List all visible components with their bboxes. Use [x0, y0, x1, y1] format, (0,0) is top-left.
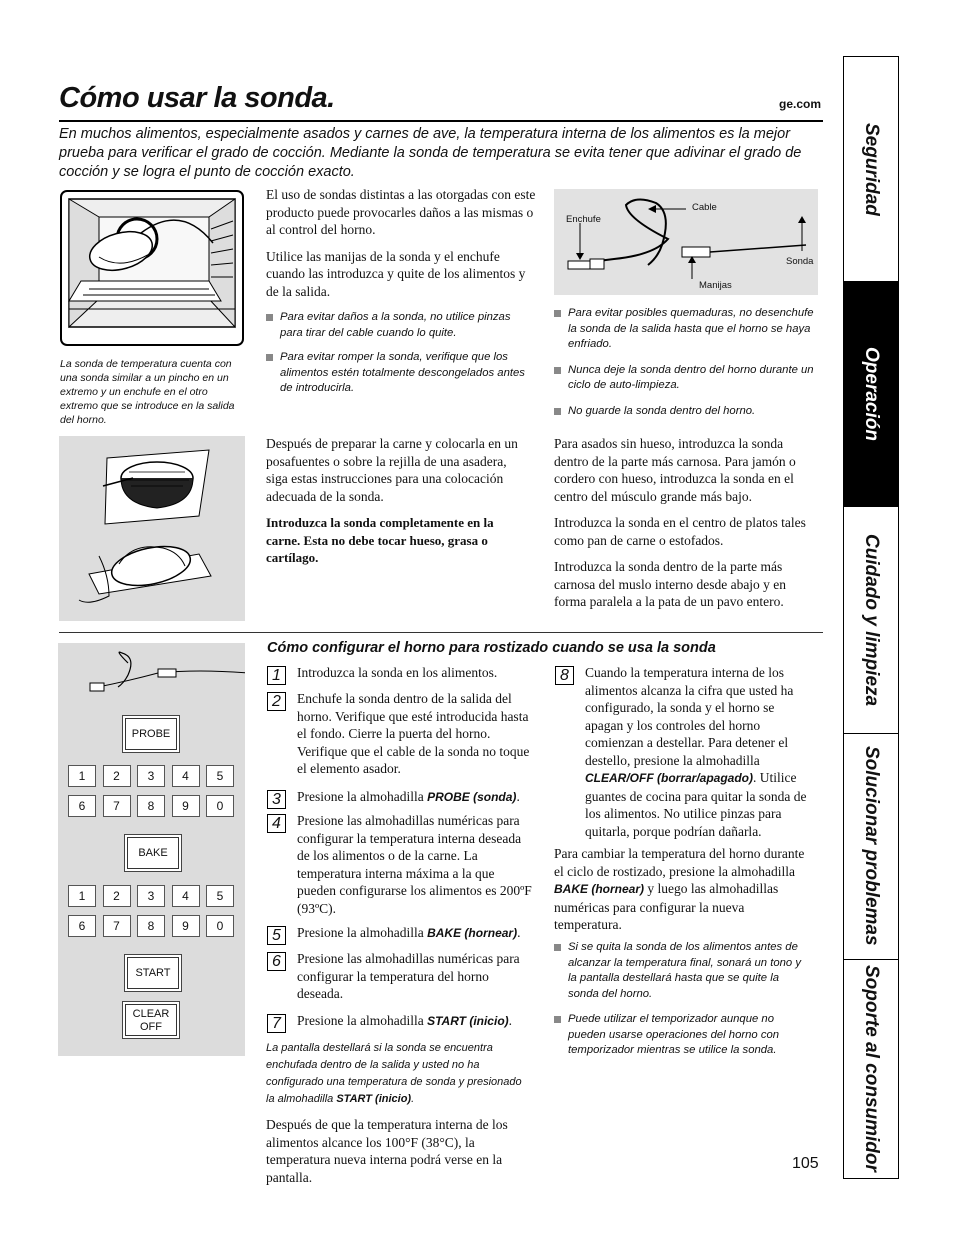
- probe-sketch: [58, 643, 245, 703]
- probe-diagram: [554, 189, 818, 295]
- label-handles: Manijas: [699, 280, 732, 291]
- number-key[interactable]: 6: [68, 915, 96, 937]
- step-number: 5: [267, 926, 286, 945]
- step-text: Presione la almohadilla START (inicio).: [297, 1013, 513, 1028]
- blink-note: La pantalla destellará si la sonda se encuentra enchufada dentro de la salida y usted no ha configurado una temperatura de sonda y presionado la almohadilla START (inicio).: [266, 1042, 522, 1105]
- step-number: 8: [555, 666, 574, 685]
- note-self-clean: Nunca deje la sonda dentro del horno durante un ciclo de auto-limpieza.: [554, 363, 816, 394]
- clear-off-key[interactable]: [125, 1004, 177, 1036]
- bake-key[interactable]: BAKE: [127, 837, 179, 869]
- note-tongs: Para evitar daños a la sonda, no utilice pinzas para tirar del cable cuando lo quite.: [266, 310, 536, 341]
- start-key[interactable]: START: [127, 957, 179, 989]
- number-key[interactable]: 5: [206, 765, 234, 787]
- step-number: 1: [267, 666, 286, 685]
- number-key[interactable]: 9: [172, 915, 200, 937]
- number-key[interactable]: 4: [172, 765, 200, 787]
- number-key[interactable]: 7: [103, 915, 131, 937]
- step-number: 2: [267, 692, 286, 711]
- number-key[interactable]: 1: [68, 765, 96, 787]
- number-key[interactable]: 6: [68, 795, 96, 817]
- step-number: 7: [267, 1014, 286, 1033]
- note-remove-early: Si se quita la sonda de los alimentos antes de alcanzar la temperatura final, sonará un tono y la pantalla destellará hasta que se quite la sonda del horno.: [554, 940, 812, 1002]
- note-storage: No guarde la sonda dentro del horno.: [554, 404, 816, 420]
- number-key[interactable]: 7: [103, 795, 131, 817]
- number-key[interactable]: 9: [172, 795, 200, 817]
- number-key[interactable]: 3: [137, 765, 165, 787]
- step-text: Presione la almohadilla PROBE (sonda).: [297, 789, 520, 804]
- number-key[interactable]: 4: [172, 885, 200, 907]
- step-text: Cuando la temperatura interna de los alimentos alcanza la cifra que usted ha configurado, la sonda y el horno se apagan y los controles del horno comienzan a destellar. Para detener el destello, presione la almohadilla CLEAR/OFF (borrar/apagado). Utilice guantes de cocina para quitar la sonda de los alimentos. No utilice pinzas para quitarla, porque podrían dañarla.: [585, 665, 807, 839]
- casseroles-paragraph: Introduzca la sonda en el centro de platos tales como pan de carne o estofados.: [554, 515, 806, 548]
- note-burns: Para evitar posibles quemaduras, no desenchufe la sonda de la salida hasta que el horno se haya enfriado.: [554, 306, 816, 353]
- tab-solucionar-problemas[interactable]: Solucionar problemas: [861, 746, 882, 946]
- step-number: 3: [267, 790, 286, 809]
- off-label: OFF: [140, 1021, 162, 1033]
- probe-warning-paragraph: El uso de sondas distintas a las otorgadas con este producto puede provocarles daños a las mismas o al control del horno.: [266, 187, 536, 237]
- tab-cuidado-limpieza[interactable]: Cuidado y limpieza: [861, 533, 882, 707]
- tab-operacion[interactable]: Operación: [844, 281, 898, 507]
- step-text: Presione las almohadillas numéricas para configurar la temperatura interna deseada de los alimentos o de la carne. La temperatura interna máxima a la que pueden configurarse los alimentos es 200ºF (93ºC).: [297, 813, 532, 916]
- step-text: Introduzca la sonda en los alimentos.: [297, 665, 498, 680]
- step-number: 4: [267, 814, 286, 833]
- tab-soporte-consumidor[interactable]: Soporte al consumidor: [861, 965, 882, 1172]
- page-title: Cómo usar la sonda.: [59, 82, 335, 114]
- number-key[interactable]: 3: [137, 885, 165, 907]
- section-rule: [59, 632, 823, 633]
- number-key[interactable]: 1: [68, 885, 96, 907]
- number-key[interactable]: 8: [137, 915, 165, 937]
- meat-illustration: [59, 436, 245, 621]
- number-key[interactable]: 8: [137, 795, 165, 817]
- handles-paragraph: Utilice las manijas de la sonda y el enchufe cuando las introduzca y quite de los alimentos y de la salida.: [266, 248, 526, 299]
- turkey-paragraph: Introduzca la sonda dentro de la parte más carnosa del muslo interno desde abajo y en forma paralela a la pata de un pavo entero.: [554, 559, 787, 609]
- probe-caption: La sonda de temperatura cuenta con una sonda similar a un pincho en un extremo y un enchufe en el otro extremo que se introduce en la salida del horno.: [60, 358, 235, 426]
- change-temp-paragraph: Para cambiar la temperatura del horno durante el ciclo de rostizado, presione la almohadilla BAKE (hornear) y luego las almohadillas numéricas para configurar la nueva temperatura.: [554, 846, 805, 932]
- number-key[interactable]: 2: [103, 765, 131, 787]
- insert-probe-paragraph: Introduzca la sonda completamente en la carne. Esta no debe tocar hueso, grasa o cartílago.: [266, 515, 494, 565]
- tab-seguridad[interactable]: Seguridad: [861, 122, 882, 216]
- after-temp-paragraph: Después de que la temperatura interna de los alimentos alcance los 100°F (38°C), la temperatura nueva interna podrá verse en la pantalla.: [266, 1117, 508, 1185]
- clear-label: CLEAR: [132, 1008, 170, 1020]
- site-url[interactable]: ge.com: [778, 97, 821, 111]
- step-text: Presione las almohadillas numéricas para configurar la temperatura del horno deseada.: [297, 951, 520, 1001]
- step-text: Presione la almohadilla BAKE (hornear).: [297, 925, 521, 940]
- preparation-paragraph: Después de preparar la carne y colocarla en un posafuentes o sobre la rejilla de una asadera, siga estas instrucciones para una colocación adecuada de la sonda.: [266, 436, 518, 504]
- roasts-paragraph: Para asados sin hueso, introduzca la sonda dentro de la parte más carnosa. Para jamón o cordero con hueso, introduzca la sonda en el centro del músculo grande más bajo.: [554, 436, 796, 504]
- page-number: 105: [792, 1155, 819, 1172]
- number-key[interactable]: 0: [206, 795, 234, 817]
- section-heading: Cómo configurar el horno para rostizado cuando se usa la sonda: [267, 640, 716, 656]
- intro-paragraph: En muchos alimentos, especialmente asados y carnes de ave, la temperatura interna de los alimentos es la mejor prueba para verificar el grado de cocción. Mediante la sonda de temperatura se evita tener que adivinar el grado de cocción y se logra el punto de cocción exacto.: [59, 126, 802, 180]
- step-text: Enchufe la sonda dentro de la salida del horno. Verifique que esté introducida hasta el fondo. Cierre la puerta del horno. Verifique que el cable de la sonda no toque el elemento asador.: [297, 691, 530, 776]
- header-rule: [59, 120, 823, 122]
- number-key[interactable]: 2: [103, 885, 131, 907]
- note-thawed: Para evitar romper la sonda, verifique que los alimentos estén totalmente descongelados antes de introducirla.: [266, 350, 536, 397]
- step-number: 6: [267, 952, 286, 971]
- probe-key[interactable]: PROBE: [125, 718, 177, 750]
- keypad-panel: [58, 643, 245, 1056]
- sidebar-tabs: [843, 56, 899, 1179]
- label-cable: Cable: [692, 202, 717, 213]
- note-timer: Puede utilizar el temporizador aunque no pueden usarse operaciones del horno con temporizador mientras se utilice la sonda.: [554, 1012, 812, 1059]
- number-key[interactable]: 5: [206, 885, 234, 907]
- label-probe: Sonda: [786, 256, 814, 267]
- oven-illustration: [59, 189, 245, 347]
- label-plug: Enchufe: [566, 214, 601, 225]
- number-key[interactable]: 0: [206, 915, 234, 937]
